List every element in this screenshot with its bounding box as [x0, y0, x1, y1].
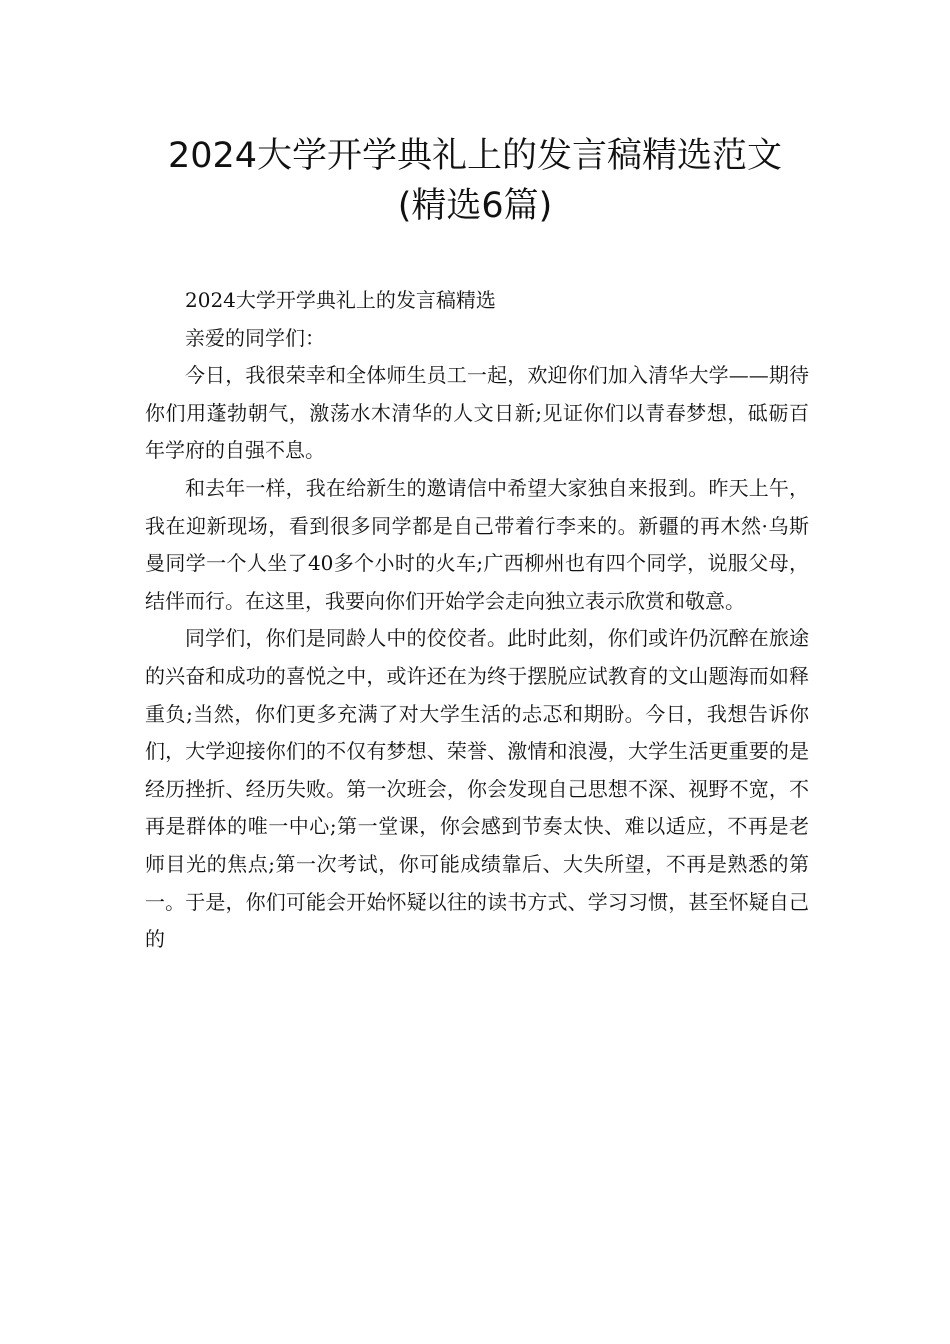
section-subtitle: 2024大学开学典礼上的发言稿精选 [185, 288, 496, 312]
paragraph-2: 和去年一样，我在给新生的邀请信中希望大家独自来报到。昨天上午，我在迎新现场，看到很多同学都是自己带着行李来的。新疆的再木然·乌斯曼同学一个人坐了40多个小时的火车;广西柳州也有四个同学，说服父母，结伴而行。在这里，我要向你们开始学会走向独立表示欣赏和敬意。 [145, 475, 809, 613]
greeting-line: 亲爱的同学们： [185, 325, 325, 350]
paragraph-3: 同学们，你们是同龄人中的佼佼者。此时此刻，你们或许仍沉醉在旅途的兴奋和成功的喜悦之中，或许还在为终于摆脱应试教育的文山题海而如释重负;当然，你们更多充满了对大学生活的忐忑和期盼。今日，我想告诉你们，大学迎接你们的不仅有梦想、荣誉、激情和浪漫，大学生活更重要的是经历挫折、经历失败。第一次班会，你会发现自己思想不深、视野不宽，不再是群体的唯一中心;第一堂课，你会感到节奏太快、难以适应，不再是老师目光的焦点;第一次考试，你可能成绩靠后、大失所望，不再是熟悉的第一。于是，你们可能会开始怀疑以往的读书方式、学习习惯，甚至怀疑自己的 [145, 626, 809, 952]
document-body [145, 282, 809, 959]
document-title-line1: 2024大学开学典礼上的发言稿精选范文 [167, 136, 783, 176]
paragraph-1: 今日，我很荣幸和全体师生员工一起，欢迎你们加入清华大学——期待你们用蓬勃朝气，激荡水木清华的人文日新;见证你们以青春梦想，砥砺百年学府的自强不息。 [145, 363, 809, 463]
document-title-line2: (精选6篇) [397, 186, 553, 226]
